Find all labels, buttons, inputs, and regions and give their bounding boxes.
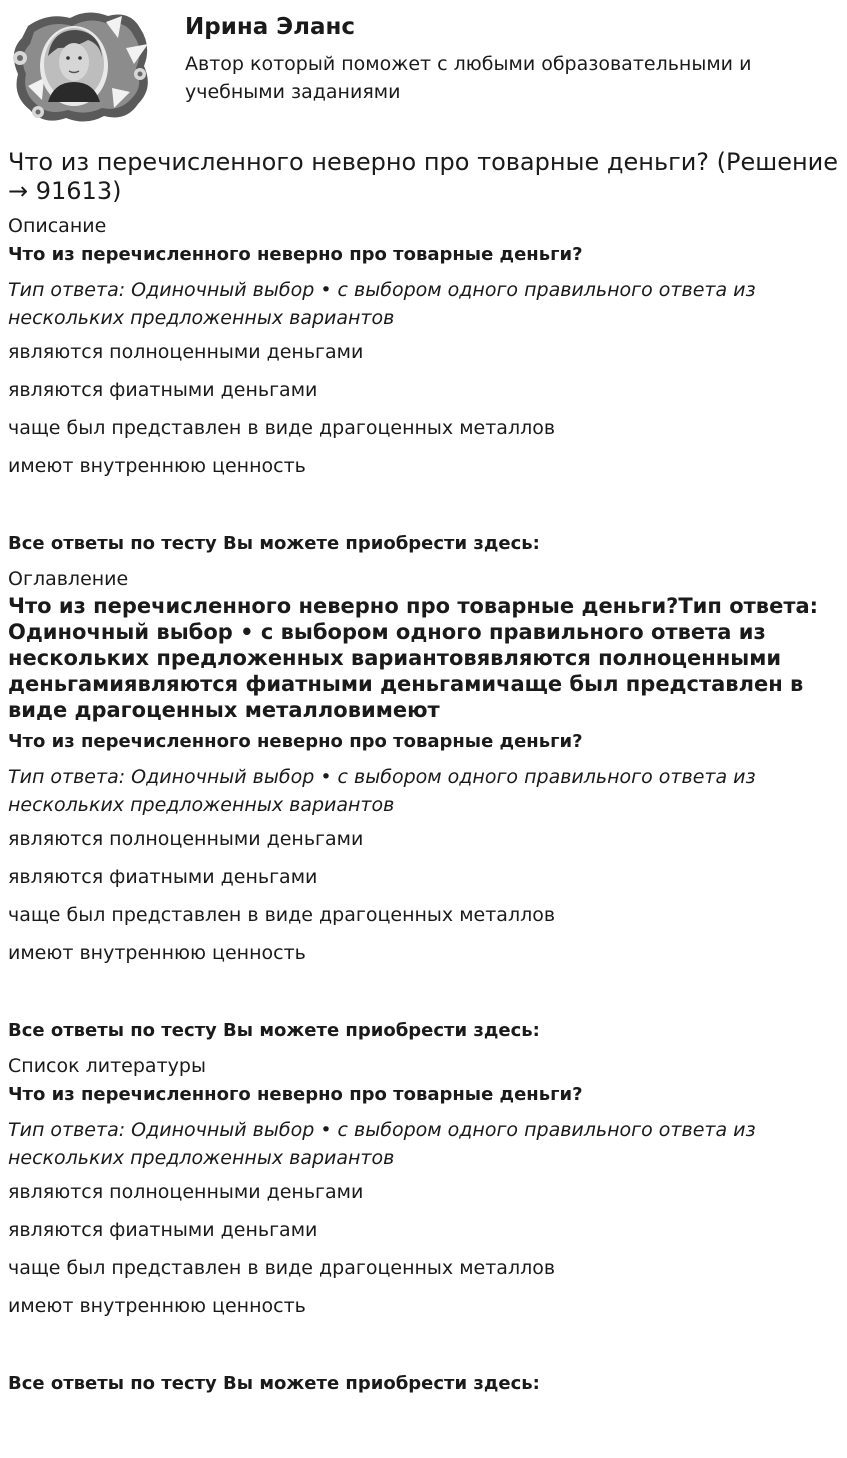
answer-option: чаще был представлен в виде драгоценных металлов xyxy=(8,904,556,926)
answer-option: имеют внутреннюю ценность xyxy=(8,1295,306,1317)
answer-option: являются полноценными деньгами xyxy=(8,341,364,363)
answer-option: имеют внутреннюю ценность xyxy=(8,942,306,964)
answer-type: Тип ответа: Одиночный выбор • с выбором одного правильного ответа из нескольких предложенных вариантов xyxy=(8,1119,756,1169)
buy-answers-link[interactable]: Все ответы по тесту Вы можете приобрести здесь: xyxy=(8,1020,540,1041)
author-description: Автор который поможет с любыми образовательными и учебными заданиями xyxy=(185,53,752,103)
author-name[interactable]: Ирина Эланс xyxy=(185,14,356,40)
toc-summary: Что из перечисленного неверно про товарные деньги?Тип ответа: Одиночный выбор • с выбором одного правильного ответа из нескольких предложенных вариантовявляются полноценными деньгамиявляются фиатными деньгамичаще был представлен в виде драгоценных металловимеют xyxy=(8,594,819,722)
answer-option: являются полноценными деньгами xyxy=(8,1181,364,1203)
description-section xyxy=(8,212,840,557)
page-title: Что из перечисленного неверно про товарные деньги? (Решение → 91613) xyxy=(8,148,839,205)
section-label-description: Описание xyxy=(8,215,107,237)
answer-type: Тип ответа: Одиночный выбор • с выбором одного правильного ответа из нескольких предложенных вариантов xyxy=(8,766,756,816)
section-label-toc: Оглавление xyxy=(8,568,129,590)
author-header xyxy=(8,8,838,126)
question-text: Что из перечисленного неверно про товарные деньги? xyxy=(8,1084,583,1105)
toc-section xyxy=(8,565,840,1044)
avatar[interactable] xyxy=(8,8,150,126)
main-content xyxy=(8,148,840,1405)
question-text: Что из перечисленного неверно про товарные деньги? xyxy=(8,731,583,752)
buy-answers-link[interactable]: Все ответы по тесту Вы можете приобрести здесь: xyxy=(8,1373,540,1394)
answer-option: чаще был представлен в виде драгоценных металлов xyxy=(8,417,556,439)
question-text: Что из перечисленного неверно про товарные деньги? xyxy=(8,244,583,265)
answer-option: имеют внутреннюю ценность xyxy=(8,455,306,477)
answer-option: являются фиатными деньгами xyxy=(8,866,318,888)
answer-option: являются фиатными деньгами xyxy=(8,1219,318,1241)
answer-option: являются фиатными деньгами xyxy=(8,379,318,401)
literature-section xyxy=(8,1052,840,1397)
buy-answers-link[interactable]: Все ответы по тесту Вы можете приобрести здесь: xyxy=(8,533,540,554)
section-label-literature: Список литературы xyxy=(8,1055,206,1077)
answer-option: являются полноценными деньгами xyxy=(8,828,364,850)
answer-option: чаще был представлен в виде драгоценных металлов xyxy=(8,1257,556,1279)
answer-type: Тип ответа: Одиночный выбор • с выбором одного правильного ответа из нескольких предложенных вариантов xyxy=(8,279,756,329)
